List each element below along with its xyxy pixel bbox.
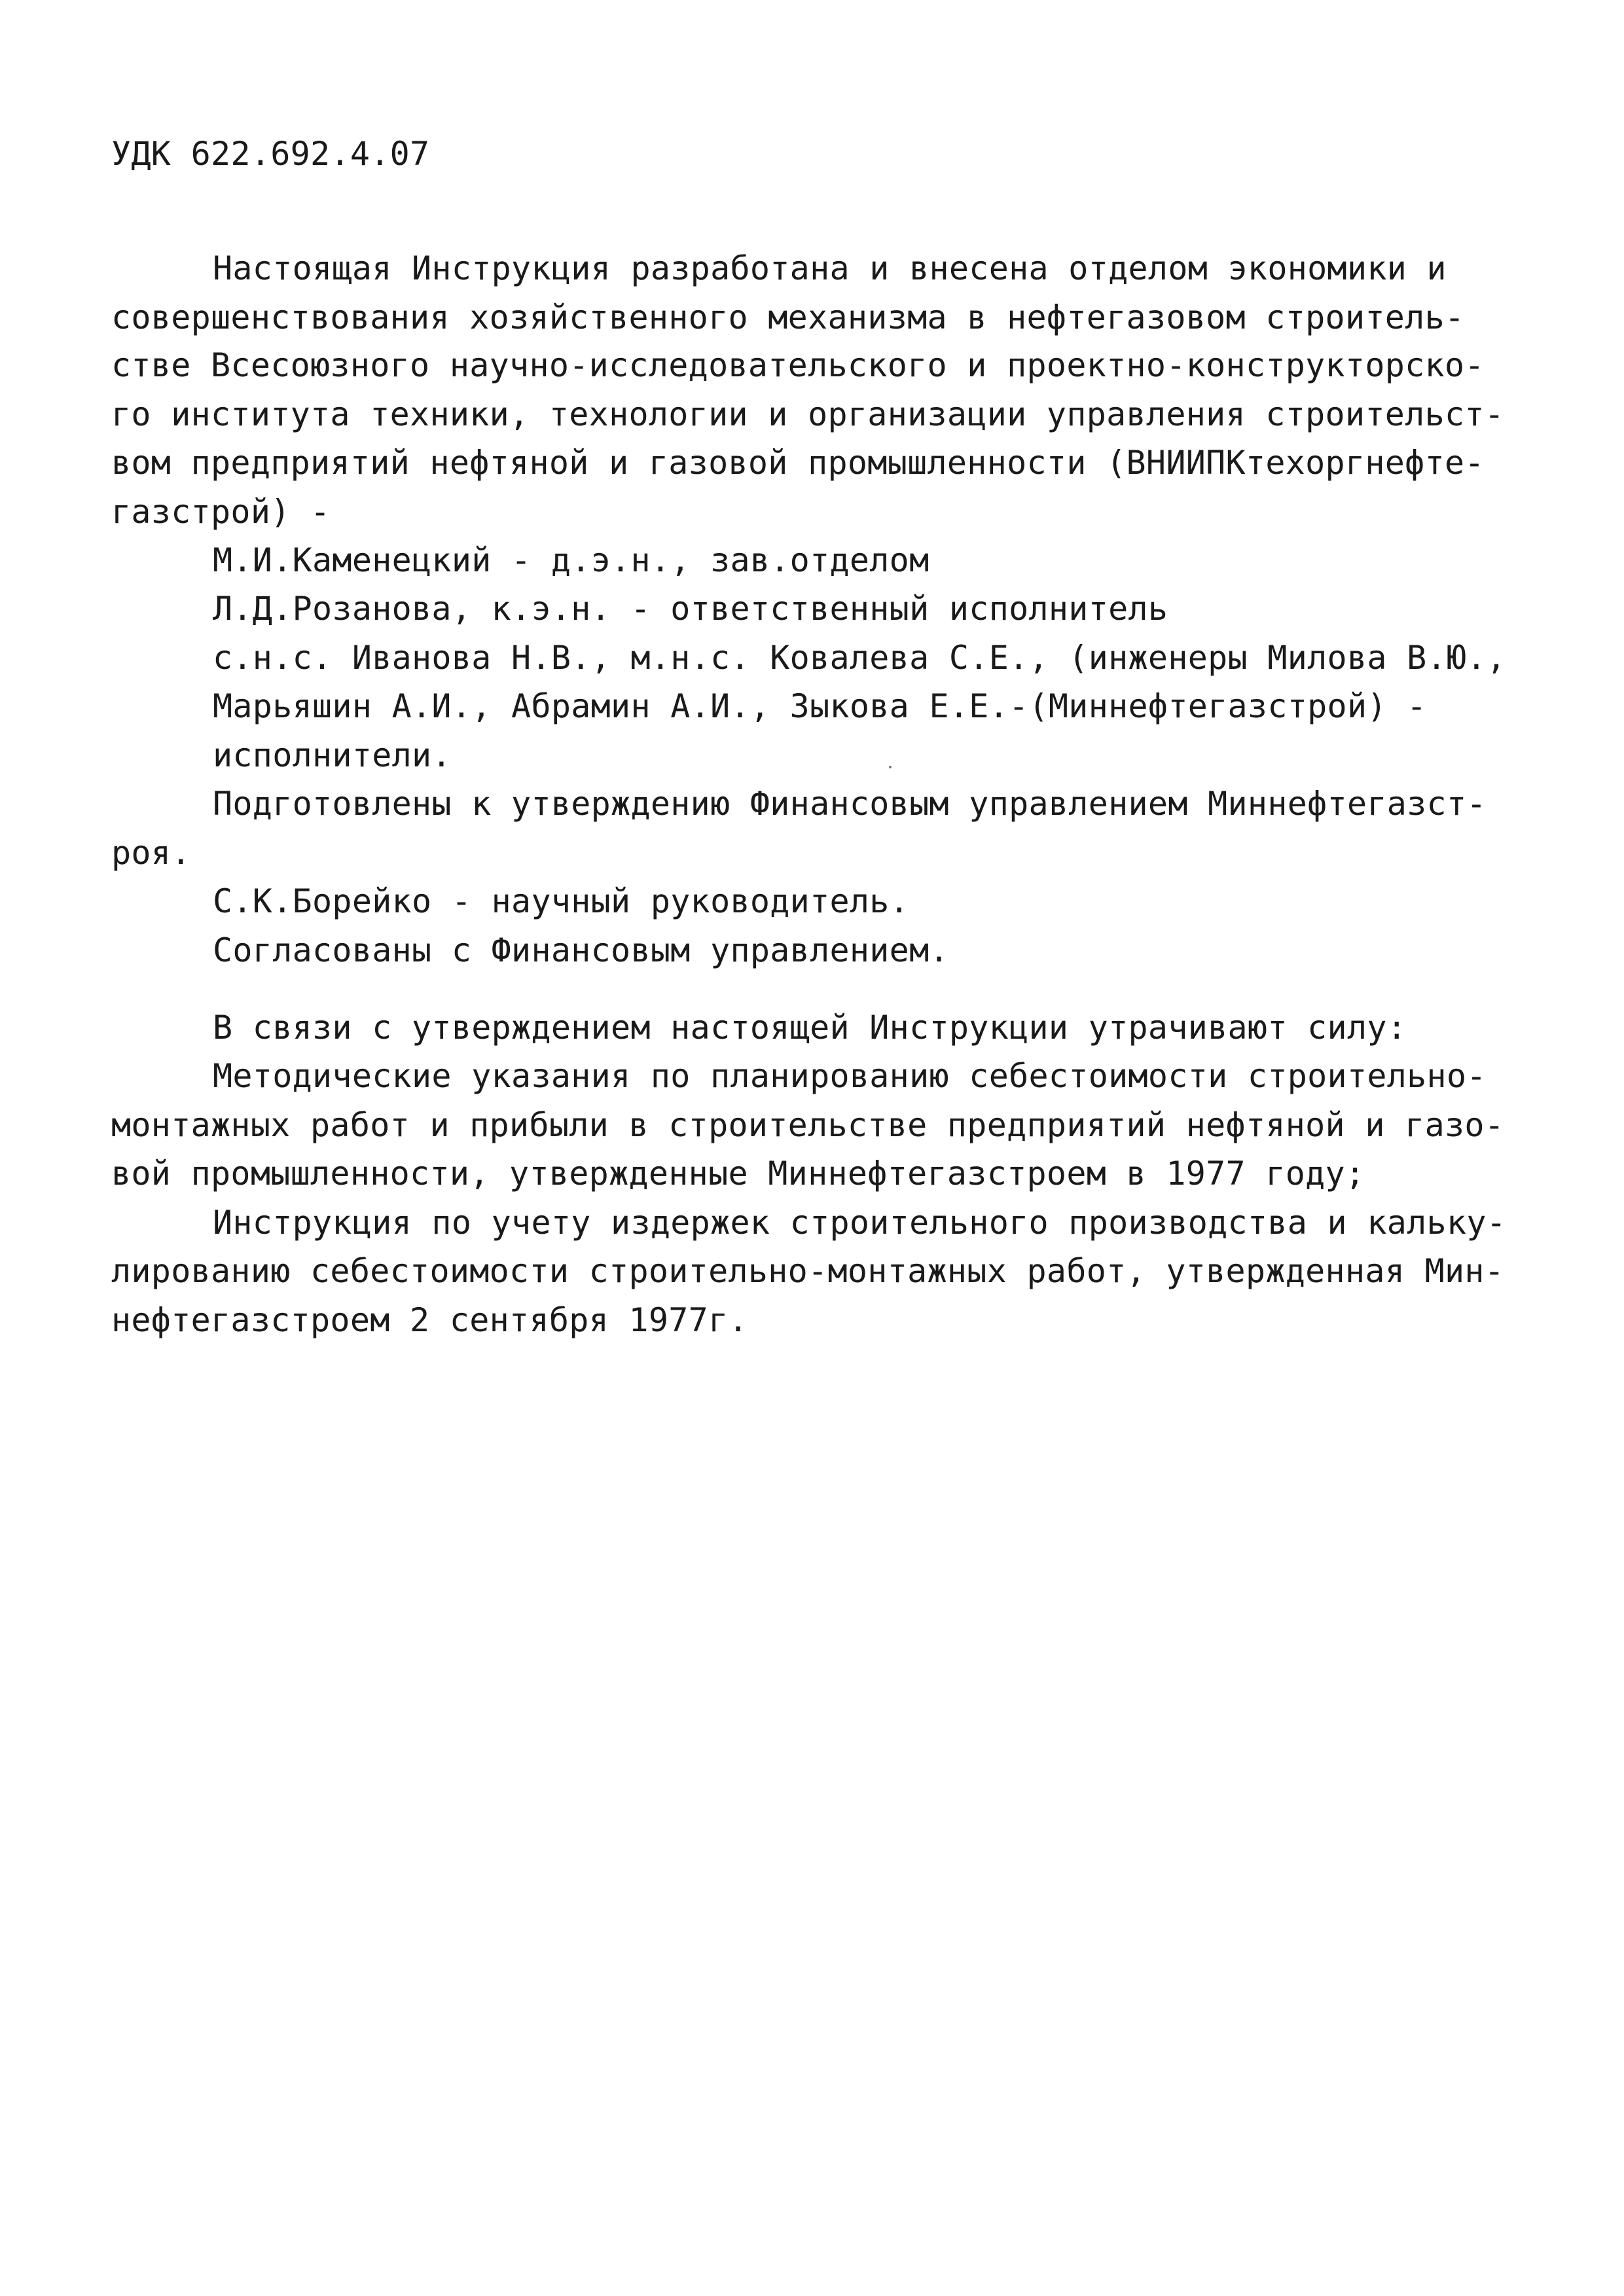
text-line: лированию себестоимости строительно-монтажных работ, утвержденная Мин- bbox=[111, 1252, 1505, 1290]
text-line: Марьяшин А.И., Абрамин А.И., Зыкова Е.Е.-(Миннефтегазстрой) - bbox=[213, 687, 1427, 725]
scan-speck bbox=[889, 766, 892, 768]
text-line: исполнители. bbox=[213, 736, 452, 774]
text-line: С.К.Борейко - научный руководитель. bbox=[213, 882, 910, 920]
text-line: вом предприятий нефтяной и газовой промышленности (ВНИИПКтехоргнефте- bbox=[111, 444, 1485, 482]
text-line: В связи с утверждением настоящей Инструкции утрачивают силу: bbox=[213, 1009, 1407, 1047]
text-line: с.н.с. Иванова Н.В., м.н.с. Ковалева С.Е., (инженеры Милова В.Ю., bbox=[213, 639, 1507, 677]
text-line: Подготовлены к утверждению Финансовым управлением Миннефтегазст- bbox=[213, 785, 1487, 823]
text-line: роя. bbox=[111, 834, 191, 872]
text-line: вой промышленности, утвержденные Миннефтегазстроем в 1977 году; bbox=[111, 1155, 1365, 1193]
text-line: М.И.Каменецкий - д.э.н., зав.отделом bbox=[213, 541, 929, 579]
text-line: газстрой) - bbox=[111, 493, 331, 531]
text-line: монтажных работ и прибыли в строительстве предприятий нефтяной и газо- bbox=[111, 1106, 1505, 1144]
text-line: Л.Д.Розанова, к.э.н. - ответственный исполнитель bbox=[213, 590, 1168, 628]
text-line: нефтегазстроем 2 сентября 1977г. bbox=[111, 1301, 748, 1339]
text-line: Согласованы с Финансовым управлением. bbox=[213, 931, 949, 969]
text-line: Методические указания по планированию себестоимости строительно- bbox=[213, 1057, 1487, 1095]
text-line: стве Всесоюзного научно-исследовательского и проектно-конструкторско- bbox=[111, 346, 1485, 384]
text-line: го института техники, технологии и организации управления строительст- bbox=[111, 395, 1505, 433]
text-line: Инструкция по учету издержек строительного производства и кальку- bbox=[213, 1204, 1507, 1242]
udk-code: УДК 622.692.4.07 bbox=[111, 135, 430, 173]
text-line: Настоящая Инструкция разработана и внесена отделом экономики и bbox=[213, 249, 1447, 287]
text-line: совершенствования хозяйственного механизма в нефтегазовом строитель- bbox=[111, 298, 1465, 336]
